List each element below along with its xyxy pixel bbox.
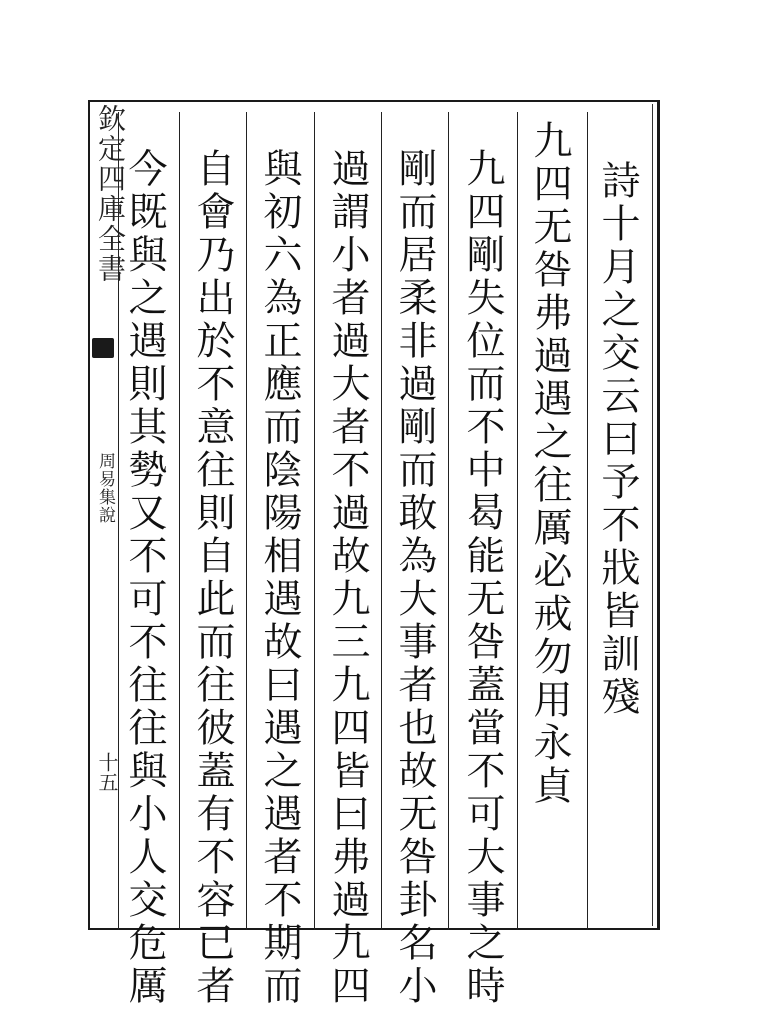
column-rule: [246, 112, 247, 930]
text-column-8: 今既與之遇則其勢又不可不往往與小人交危厲: [122, 148, 167, 1008]
text-column-6: 與初六為正應而陰陽相遇故曰遇之遇者不期而: [257, 148, 302, 1008]
text-column-1: 詩十月之交云曰予不戕皆訓殘: [595, 160, 640, 719]
text-column-3: 九四剛失位而不中曷能无咎蓋當不可大事之時: [460, 148, 505, 1008]
book-title: 周易集說: [95, 452, 115, 524]
text-column-2: 九四无咎弗過遇之往厲必戒勿用永貞: [527, 120, 572, 808]
fishtail-mark: [92, 338, 114, 358]
page-number: 十五: [95, 752, 119, 792]
collection-title: 欽定四庫全書: [94, 104, 127, 284]
page-frame: [88, 100, 660, 930]
column-rule: [448, 112, 449, 930]
column-rule: [517, 112, 518, 930]
text-column-7: 自會乃出於不意往則自此而往彼蓋有不容已者: [190, 148, 235, 1008]
frame-inner-line: [652, 104, 653, 926]
column-rule: [381, 112, 382, 930]
text-column-4: 剛而居柔非過剛而敢為大事者也故无咎卦名小: [392, 148, 437, 1008]
text-column-5: 過謂小者過大者不過故九三九四皆曰弗過九四: [325, 148, 370, 1008]
column-rule: [179, 112, 180, 930]
column-rule: [314, 112, 315, 930]
column-rule: [587, 112, 588, 930]
